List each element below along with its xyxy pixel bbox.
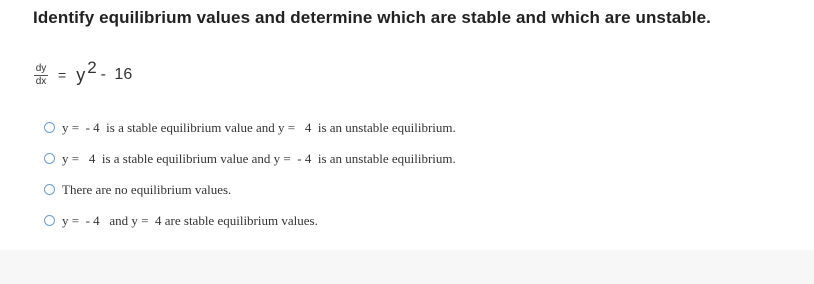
option-label: y = - 4 and y = 4 are stable equilibrium values.	[62, 212, 318, 228]
answer-option[interactable]	[44, 112, 456, 143]
option-label: y = 4 is a stable equilibrium value and y = - 4 is an unstable equilibrium.	[62, 150, 456, 166]
derivative-fraction	[34, 64, 48, 87]
radio-button[interactable]	[44, 184, 55, 195]
equals-sign: =	[58, 67, 67, 83]
derivative-numerator: dy	[35, 62, 47, 74]
rhs-variable: y	[76, 64, 86, 85]
differential-equation	[34, 58, 132, 92]
answer-option[interactable]	[44, 143, 456, 174]
option-label: y = - 4 is a stable equilibrium value and y = 4 is an unstable equilibrium.	[62, 119, 456, 135]
radio-button[interactable]	[44, 153, 55, 164]
option-label: There are no equilibrium values.	[62, 181, 232, 197]
rhs-constant-term: - 16	[100, 66, 133, 83]
rhs-exponent: 2	[87, 58, 97, 77]
answer-options	[44, 112, 456, 236]
answer-option[interactable]	[44, 174, 456, 205]
derivative-denominator: dx	[35, 75, 47, 87]
radio-button[interactable]	[44, 122, 55, 133]
answer-option[interactable]	[44, 205, 456, 236]
radio-button[interactable]	[44, 215, 55, 226]
question-prompt: Identify equilibrium values and determine which are stable and which are unstable.	[33, 8, 711, 27]
